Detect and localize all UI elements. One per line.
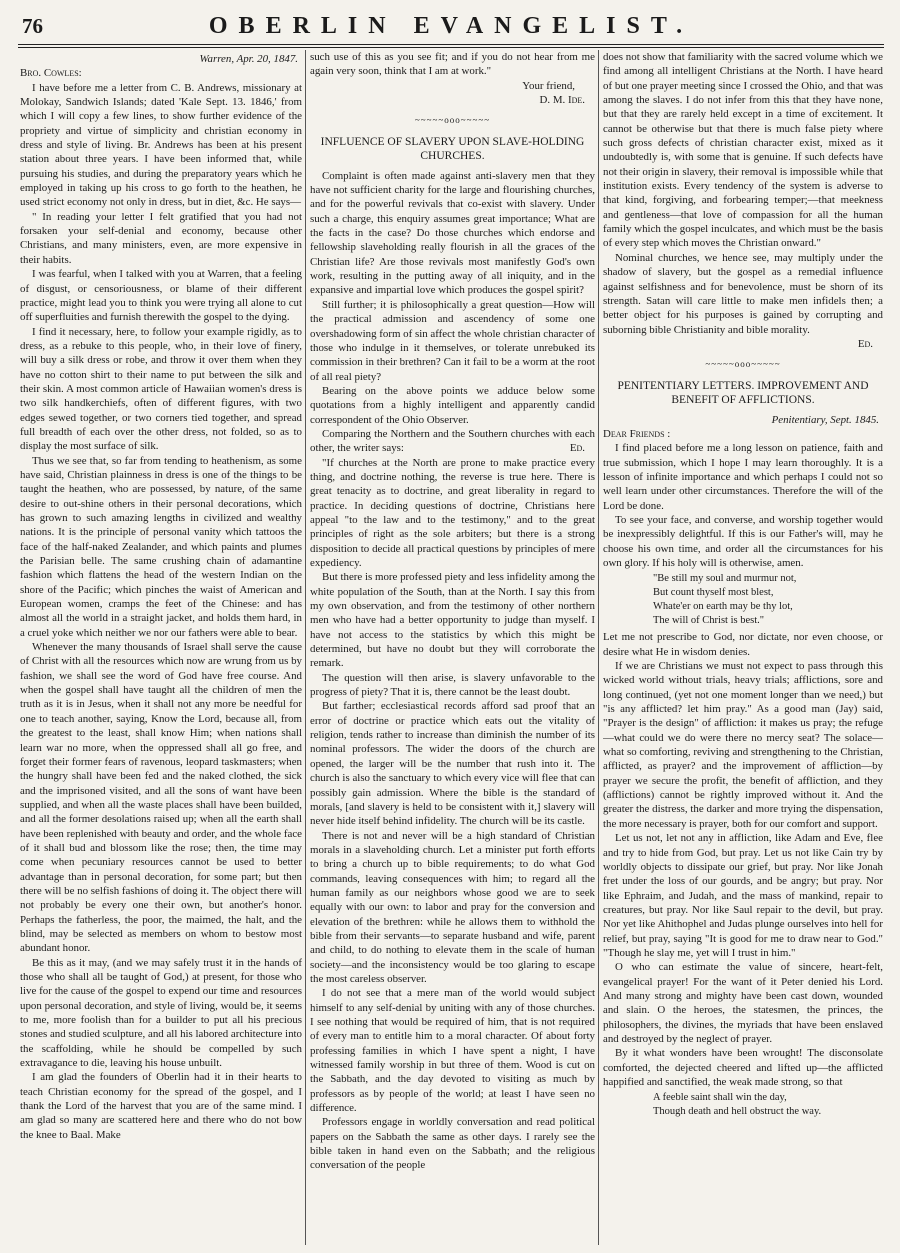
verse-line: "Be still my soul and murmur not, <box>653 573 797 585</box>
salutation: Dear Friends : <box>603 427 671 440</box>
paragraph: Let us not, let not any in affliction, like Adam and Eve, flee and try to hide from God, but pray. Let us not like Cain try by worldly objects to dissipate our grief, but pray. Nor like Jonah fret under the loss of our gourds, and be angry; but pray. Nor like Ephraim, and Judah, and the mass of mankind, repair to creatures, but pray. Nor like Saul repair to the devil, but pray. Nor yet like Ahithophel and Judas plunge ourselves into hell for relief, but pray, saying "It is good for me to draw near to God." "Though he slay me, yet will I trust in him." <box>603 832 883 959</box>
section-ornament: ~~~~~ooo~~~~~ <box>705 359 781 370</box>
paragraph: I find placed before me a long lesson on patience, faith and true submission, which I hope I may learn thoroughly. It is a lesson of infinite importance and which perhaps I could not so well learn under other circumstances. Therefore the will of the Lord be done. <box>603 442 883 512</box>
paragraph: I do not see that a mere man of the world would subject himself to any self-denial by uniting with any of those churches. I see nothing that would be required of him, that is not required of every man to entitle him to a moral character. Of about forty professing families in which I have spent a night, I have witnessed family worship in but three of them. Wood is cut on the Sabbath, and the day devoted to visiting as much by professors as by people of the world; at least I have seen no difference. <box>310 987 595 1115</box>
paragraph: But farther; ecclesiastical records afford sad proof that an error of doctrine or practice which eats out the vitality of religion, tends rather to increase than diminish the number of its nominal professors. The wider the doors of the church are opened, the larger will be the number that rush into it. The church is also the sanctuary to which every vice will flee that can possibly gain admission. Where the bible is the standard of morals, [and slavery is held to be consistent with it,] slavery will never hide itself behind infidelity. The church will be its castle. <box>310 700 595 828</box>
paragraph: There is not and never will be a high standard of Christian morals in a slaveholding church. Let a minister put forth efforts to bring a church up to bible requirements; to do what God commands, leaving consequences with him; to regard all the human family as our neighbors whose good we are to seek equally with our own: to labor and pray for the conversion and elevation of the brethren: while he allows them to withhold the bible from their servants—to separate husband and wife, parent and child, to do nothing to elevate them in the scale of human society—and the inconsistency would be too glaring to escape the most careless observer. <box>310 829 595 985</box>
article-headline: PENITENTIARY LETTERS. IMPROVEMENT AND BENEFIT OF AFFLICTIONS. <box>617 379 869 406</box>
letter-closing: Your friend, <box>522 79 575 92</box>
masthead-rule <box>18 47 884 48</box>
paragraph: Complaint is often made against anti-slavery men that they have not sufficient charity for the large and flourishing churches, and for the powerful revivals that co-exist with slavery. Under such a charge, this enquiry assumes great importance; What are the facts in the case? Do those churches which endorse and fellowship slaveholding really flourish in all the graces of the Christian life? Are those revivals most manifestly God's own work, resulting in the putting away of all iniquity, and in the expansive and impartial love which produces the gospel spirit? <box>310 169 595 297</box>
paragraph <box>310 427 595 456</box>
paragraph: Nominal churches, we hence see, may multiply under the shadow of slavery, but the gospel as a remedial influence against selfishness and for benevolence, must be shorn of its strength. Satan will care little to make men infidels then; a better object for his purposes is gained by corrupting and suborning bible Christianity and bible morality. <box>603 251 883 336</box>
paragraph-text: Comparing the Northern and the Southern churches with each other, the writer says: <box>310 427 595 455</box>
paragraph: Whenever the many thousands of Israel shall serve the cause of Christ with all the resources which now are wrung from us by fashion, we shall see the word of God have free course. And when the gospel shall have taught all the children of men the truth as it is in Jesus, when it shall not any more be needful for one to teach another, saying, Know the Lord, because all, from the greatest to the least, shall know Him; when nations shall learn war no more, when the oppressed shall all go free, and forget their former fears of ravenous, leopard taskmasters; when the hungry shall have been fed and the naked clothed, the sick and the imprisoned visited, and all the sons of want have been supplied, and when all the waste places shall have been builded, and all the former desolations raised up; when all the earth shall have been replenished with beauty and order, and the whole face of it shall bud and blossom like the rose; then, the time may come when pecuniary resources cannot be used to better advantage than in personal decoration, for some part; but then there will be no selfish fashions of doing it. The object there will not probably be every one their own, but another's honor. Perhaps the fatherless, the poor, the maimed, the halt, and the blind, may be selected as members on whom to bestow most abundant honor. <box>20 641 302 955</box>
letter-signature: D. M. Ide. <box>539 94 585 107</box>
paragraph: Thus we see that, so far from tending to heathenism, as some have said, Christian plainness in dress is one of the things to be taught the heathen, who are possessed, by nature, of the same desire to out-shine others in their personal decorations, which has grown to such amazing lengths in civilized and wealthy nations. It is the principle of personal vanity which tattoos the face of the half-naked Zealander, and which paints and plumes the Parisian belle. The same crushing chain of adamantine fashion which flattens the head of the western Indian on the shore of the Pacific; which pinches the waist of American and European women, cramps the feet of the Chinese: and has almost all the world in a straight jacket, and holds them hard, in a cruel yoke which neither we nor our fathers were able to bear. <box>20 454 302 639</box>
verse-line: A feeble saint shall win the day, <box>653 1092 787 1104</box>
column-divider <box>598 50 599 1245</box>
verse-line: The will of Christ is best." <box>653 615 765 627</box>
paragraph: Let me not prescribe to God, nor dictate, nor even choose, or desire what He in wisdom denies. <box>603 631 883 658</box>
verse <box>653 572 883 628</box>
column-divider <box>305 50 306 1245</box>
paragraph: "If churches at the North are prone to make practice every thing, and doctrine nothing, the reverse is true here. There is great tenacity as to doctrine, and great liberality in regard to practice. In deciding questions of doctrine, Christians here appeal "to the law and to the testimony," and to the great principles of right as the sole arbiters; but there is a strong disposition to decide all practical questions by principles of mere expediency. <box>310 456 595 569</box>
editor-signature: Ed. <box>857 337 873 350</box>
editor-signature: Ed. <box>569 442 585 455</box>
paragraph: I am glad the founders of Oberlin had it in their hearts to teach Christian economy for the spread of the gospel, and I thank the Lord of the harvest that you are of the same mind. I am glad so many are scattered here and there who do not bow the knee to Baal. Make <box>20 1071 302 1141</box>
paragraph: Be this as it may, (and we may safely trust it in the hands of those who shall all be taught of God,) at present, for those who live for the cause of the gospel to expend our time and resources upon personal decoration, and style of living, would be, it seems to me, more foolish than for a builder to put all his precious stones and studied sculpture, and all his labored architecture into the scaffolding, while he should be compelled by such extravagance to die, leaving his house unbuilt. <box>20 956 302 1070</box>
letter-dateline: Penitentiary, Sept. 1845. <box>771 413 879 426</box>
letter-dateline: Warren, Apr. 20, 1847. <box>199 53 298 65</box>
masthead-rule <box>18 44 884 45</box>
masthead <box>18 10 884 44</box>
verse-line: Whate'er on earth may be thy lot, <box>653 601 793 613</box>
paragraph: Still further; it is philosophically a great question—How will the practical admission and ascendency of some one overshadowing form of sin affect the whole christian character of those who indulge in it themselves, or tolerate unrebuked its commission in their brethren? Can it fail to be a worm at the root of all real piety? <box>310 298 595 383</box>
paragraph: I have before me a letter from C. B. Andrews, missionary at Molokay, Sandwich Islands; dated 'Kale Sept. 13. 1846,' from which I will copy a few lines, to show further evidence of the propriety and virtue of simplicity and christian economy in dress and style of living. Br. Andrews has been at his present station about three years. I have been informed that, while pursuing his studies, and during the preparatory years which he employed in taking up his cross to go forth to the heathen, he used strict economy not only in dress, but in diet, &c. He says— <box>20 81 302 209</box>
salutation: Bro. Cowles: <box>20 67 82 80</box>
paragraph: But there is more professed piety and less infidelity among the white population of the South, than at the North. I say this from my own observation, and from the testimony of other northern men who have had a better opportunity to judge than myself. I have not access to the statistics by which this might be determined, but have no doubt but they will corroborate the remark. <box>310 571 595 670</box>
paragraph: To see your face, and converse, and worship together would be inexpressibly delightful. If this is our Father's will, may he choose his own time, and order all the circumstances for his own glory. If his holy will is otherwise, amen. <box>603 513 883 569</box>
paragraph: does not show that familiarity with the sacred volume which we find among all intelligent Christians at the North. I have heard of but one prayer meeting since I crossed the Ohio, and that was among the slaves. I do not infer from this that they have none, but that they are rarely held except in a time of excitement. It cannot be otherwise but that there is much false piety where such gross defects of christian character exist, mixed as it undoubtedly is, with some that is genuine. If such defects have not their origin in slavery, their removal is impossible while that institution exists. Every tendency of the system is adverse to that kind, forgiving, and forbearing temper;—that meekness and gentleness—that love of compassion for all the human family which the gospel inculcates, and which must be the basis of every step which moves the Christian onward." <box>603 51 883 250</box>
paragraph: I find it necessary, here, to follow your example rigidly, as to dress, as a rebuke to this people, who, in their love of finery, will buy a silk dress or robe, and throw it over them when they have no cotton shirt to their name to put between the silk and their skin. A most common article of Hawaiian women's dress is two silk handkerchiefs, often of different figures, with two edges sewed together, or two corners tied together, and spread full breadth of each over the other dress, not folded, so as to display the most surface of silk. <box>20 325 302 453</box>
paragraph: " In reading your letter I felt gratified that you had not forsaken your self-denial and economy, because other Christians, and many ministers, even, are more expensive in their habits. <box>20 210 302 266</box>
paragraph: If we are Christians we must not expect to pass through this wicked world without trials, heavy trials; afflictions, sore and long continued, (yet not one moment longer than we need,) but "is any afflicted? let him pray." As a good man (Jay) said, "Prayer is the design" of affliction: it makes us pray; the refuge—what could we do were there no mercy seat? The solace—what so comforting, reviving and strengthening to the Christian, afflicted, as prayer? and the improvement of affliction—by prayer we secure the profit, the benefit of affliction, and they (afflictions) cannot be rightly improved without it. And the greater the distress, the darker and more trying the dispensation, the more necessary is prayer, both for our comfort and support. <box>603 660 883 830</box>
verse <box>653 1091 883 1119</box>
newspaper-title: OBERLIN EVANGELIST. <box>208 13 694 39</box>
article-headline: INFLUENCE OF SLAVERY UPON SLAVE-HOLDING CHURCHES. <box>320 135 585 162</box>
page-number: 76 <box>22 14 43 38</box>
column-2 <box>310 50 595 1245</box>
paragraph: I was fearful, when I talked with you at Warren, that a feeling of disgust, or censoriousness, or blame of their different practice, might lead you to think you were trying all alone to cut off superfluities and furnish therewith the gospel to the dying. <box>20 268 302 324</box>
paragraph: Bearing on the above points we adduce below some quotations from a highly intelligent and apparently candid correspondent of the Ohio Observer. <box>310 384 595 426</box>
column-1 <box>20 50 302 1245</box>
paragraph: O who can estimate the value of sincere, heart-felt, evangelical prayer! For the want of it Peter denied his Lord. And many strong and mighty have been cast down, wounded and slain. O the heroes, the statesmen, the princes, the philosophers, the divines, the myriads that have been enslaved and destroyed by the neglect of prayer. <box>603 961 883 1045</box>
paragraph: By it what wonders have been wrought! The disconsolate comforted, the dejected cheered and lifted up—the afflicted happified and sanctified, the weak made strong, so that <box>603 1047 883 1088</box>
paragraph: The question will then arise, is slavery unfavorable to the progress of piety? That it is, there cannot be the least doubt. <box>310 671 595 699</box>
paragraph: Professors engage in worldly conversation and read political papers on the Sabbath the same as other days. I rarely see the bible taken in hand even on the Sabbath; and the religious conversation of the people <box>310 1116 595 1172</box>
verse-line: Though death and hell obstruct the way. <box>653 1106 822 1118</box>
verse-line: But count thyself most blest, <box>653 587 774 599</box>
paragraph: such use of this as you see fit; and if you do not hear from me again very soon, think that I am at work." <box>310 51 595 78</box>
section-ornament: ~~~~~ooo~~~~~ <box>414 115 491 126</box>
column-3 <box>603 50 883 1245</box>
